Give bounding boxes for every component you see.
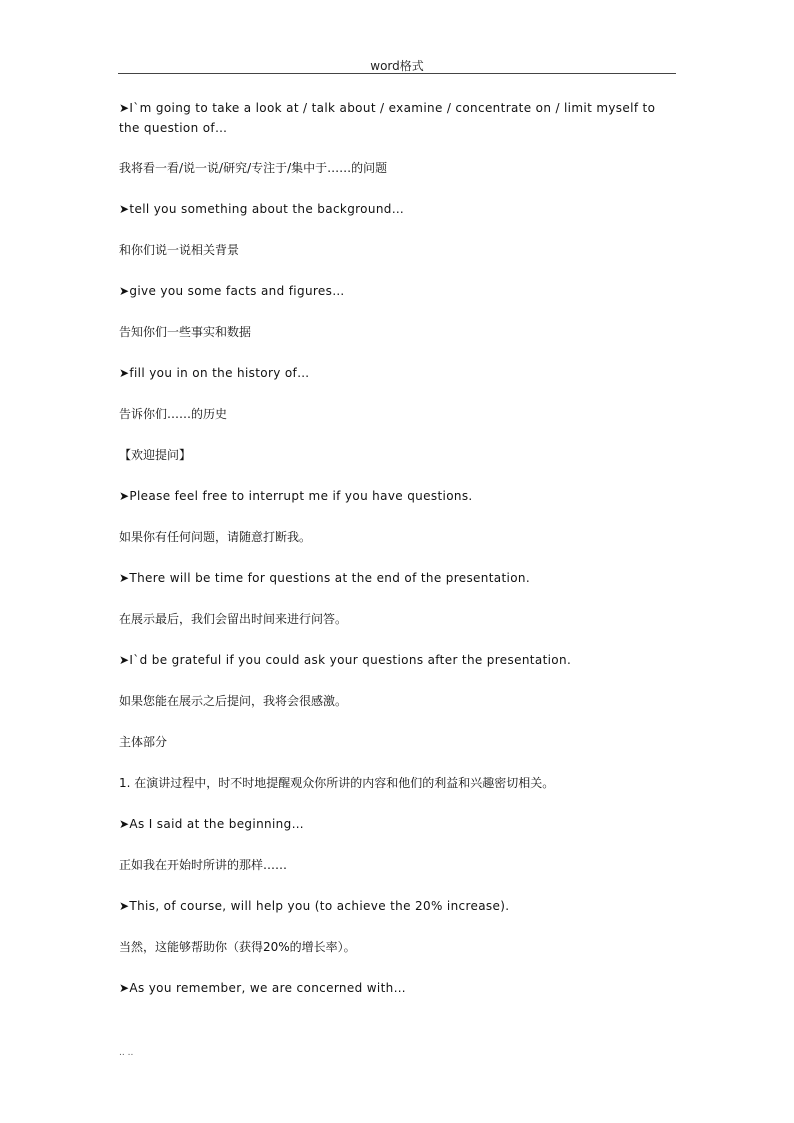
phrase-zh: 如果你有任何问题，请随意打断我。 [119,530,312,544]
phrase-en: ➤There will be time for questions at the end of the presentation. [119,571,531,585]
phrase-zh: 如果您能在展示之后提问，我将会很感激。 [119,694,348,708]
phrase-zh: 和你们说一说相关背景 [119,243,240,257]
phrase-zh: 在展示最后，我们会留出时间来进行问答。 [119,612,348,626]
phrase-en: ➤I`m going to take a look at / talk about / examine / concentrate on / limit myself to the question of… [119,101,656,135]
page-footer-marks: .. .. [119,1048,134,1058]
phrase-en: ➤I`d be grateful if you could ask your questions after the presentation. [119,653,572,667]
phrase-en: ➤give you some facts and figures… [119,284,345,298]
numbered-point: 1. 在演讲过程中，时不时地提醒观众你所讲的内容和他们的利益和兴趣密切相关。 [119,776,555,790]
phrase-zh: 告知你们一些事实和数据 [119,325,252,339]
phrase-en: ➤As you remember, we are concerned with… [119,981,406,995]
phrase-zh: 当然，这能够帮助你（获得20%的增长率）。 [119,940,356,954]
phrase-en: ➤As I said at the beginning… [119,817,304,831]
section-heading: 主体部分 [119,735,168,749]
page-header: word格式 [370,59,424,73]
phrase-en: ➤fill you in on the history of… [119,366,310,380]
phrase-zh: 我将看一看/说一说/研究/专注于/集中于……的问题 [119,161,388,175]
phrase-en: ➤Please feel free to interrupt me if you have questions. [119,489,473,503]
phrase-en: ➤This, of course, will help you (to achieve the 20% increase). [119,899,510,913]
phrase-en: ➤tell you something about the background… [119,202,405,216]
phrase-zh: 正如我在开始时所讲的那样…… [119,858,288,872]
section-heading: 【欢迎提问】 [119,448,192,462]
header-rule [118,73,676,74]
phrase-zh: 告诉你们……的历史 [119,407,228,421]
document-body [119,98,679,998]
